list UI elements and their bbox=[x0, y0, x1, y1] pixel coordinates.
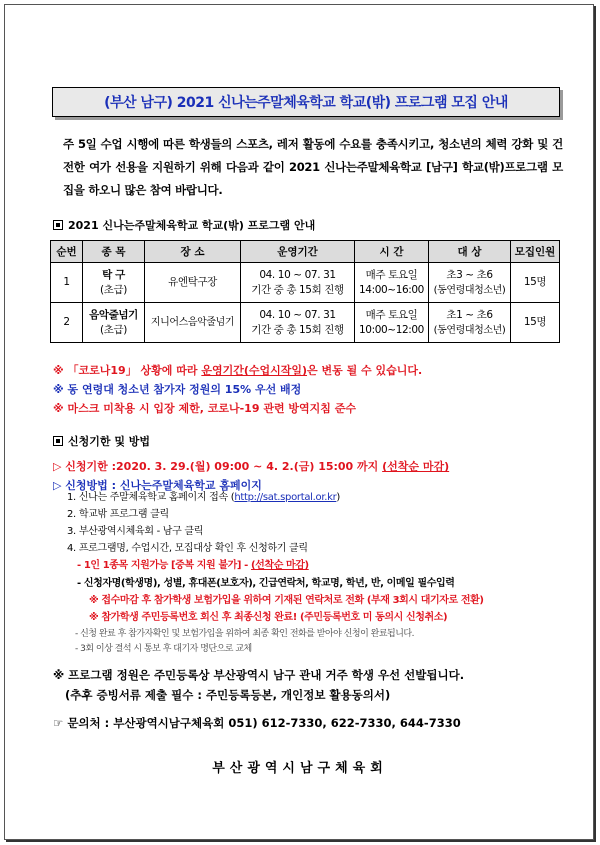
header-no: 순번 bbox=[51, 241, 83, 263]
sub-note-required-fields: - 신청자명(학생명), 성별, 휴대폰(보호자), 긴급연락처, 학교명, 학년, 반, 이메일 필수입력 bbox=[77, 578, 455, 589]
square-bullet-icon bbox=[53, 436, 63, 446]
header-time: 시 간 bbox=[355, 241, 429, 263]
page-title: (부산 남구) 2021 신나는주말체육학교 학교(밖) 프로그램 모집 안내 bbox=[104, 95, 508, 111]
section-apply-heading: 신청기한 및 방법 bbox=[53, 433, 150, 449]
header-count: 모집인원 bbox=[511, 241, 560, 263]
bottom-note-line1: ※ 프로그램 정원은 주민등록상 부산광역시 남구 관내 거주 학생 우선 선발됩니다. bbox=[53, 668, 465, 682]
header-period: 운영기간 bbox=[241, 241, 355, 263]
header-target: 대 상 bbox=[429, 241, 511, 263]
square-bullet-icon bbox=[53, 220, 63, 230]
homepage-link[interactable]: http://sat.sportal.or.kr bbox=[234, 492, 337, 503]
sub-note-final: ※ 참가학생 주민등록번호 회신 후 최종신청 완료! (주민등록번호 미 동의시 신청취소) bbox=[89, 612, 448, 623]
sub-note-insurance: ※ 접수마감 후 참가학생 보험가입을 위하여 기재된 연락처로 전화 (부재 3회시 대기자로 전환) bbox=[89, 595, 484, 606]
table-row: 2 음악줄넘기 (초급) 지니어스음악줄넘기 04. 10 ~ 07. 31 기간 중 총 15회 진행 매주 토요일 10:00~12:00 초1 ~ 초6 (동연령대청소년) 15명 bbox=[51, 303, 560, 343]
header-sport: 종 목 bbox=[83, 241, 145, 263]
bottom-note bbox=[53, 665, 464, 705]
step-3: 3. 부산광역시체육회 - 남구 클릭 bbox=[67, 526, 204, 537]
step-1: 1. 신나는 주말체육학교 홈페이지 접속 (http://sat.sportal.or.kr) bbox=[67, 492, 341, 503]
organization-name: 부산광역시남구체육회 bbox=[212, 761, 388, 776]
sub-note-one-sport: - 1인 1종목 지원가능 [중복 지원 불가] - (선착순 마감) bbox=[77, 560, 309, 571]
bottom-note-line2: (추후 증빙서류 제출 필수 : 주민등록등본, 개인정보 활용동의서) bbox=[65, 688, 391, 702]
contact-info: ☞ 문의처 : 부산광역시남구체육회 051) 612-7330, 622-7330, 644-7330 bbox=[53, 716, 461, 730]
title-box bbox=[52, 87, 560, 117]
dotted-note-confirm: - 신청 완료 후 참가자확인 및 보험가입을 위하여 최종 확인 전화를 받아야 신청이 완료됩니다. bbox=[75, 629, 414, 639]
step-4: 4. 프로그램명, 수업시간, 모집대상 확인 후 신청하기 클릭 bbox=[67, 543, 308, 554]
intro-paragraph: 주 5일 수업 시행에 따른 학생들의 스포츠, 레저 활동에 수요를 충족시키고, 청소년의 체력 강화 및 건전한 여가 선용을 지원하기 위해 다음과 같이 2021 신나는주말체육학교 [남구] 학교(밖)프로그램 모집을 하오니 많은 참여 바랍니다. bbox=[63, 137, 563, 197]
notes-block bbox=[53, 361, 422, 418]
program-table bbox=[50, 240, 560, 343]
apply-steps bbox=[67, 489, 567, 557]
note-priority: ※ 동 연령대 청소년 참가자 정원의 15% 우선 배정 bbox=[53, 383, 302, 396]
note-corona: ※ 「코로나19」 상황에 따라 운영기간(수업시작일)은 변동 될 수 있습니다. bbox=[53, 364, 423, 377]
table-row: 1 탁 구 (초급) 유엔탁구장 04. 10 ~ 07. 31 기간 중 총 15회 진행 매주 토요일 14:00~16:00 초3 ~ 초6 (동연령대청소년) 15명 bbox=[51, 263, 560, 303]
header-place: 장 소 bbox=[145, 241, 241, 263]
section-program-heading: 2021 신나는주말체육학교 학교(밖) 프로그램 안내 bbox=[53, 217, 315, 233]
table-header-row bbox=[51, 241, 560, 263]
note-mask: ※ 마스크 미착용 시 입장 제한, 코로나-19 관련 방역지침 준수 bbox=[53, 402, 356, 415]
document-page bbox=[4, 4, 594, 840]
apply-period: ▷ 신청기한 :2020. 3. 29.(월) 09:00 ~ 4. 2.(금) 15:00 까지 (선착순 마감) bbox=[53, 460, 450, 473]
dotted-note-absence: - 3회 이상 결석 시 통보 후 대기자 명단으로 교체 bbox=[75, 644, 252, 654]
apply-method: ▷ 신청방법 : 신나는주말체육학교 홈페이지 bbox=[53, 479, 262, 492]
step-2: 2. 학교밖 프로그램 클릭 bbox=[67, 509, 169, 520]
